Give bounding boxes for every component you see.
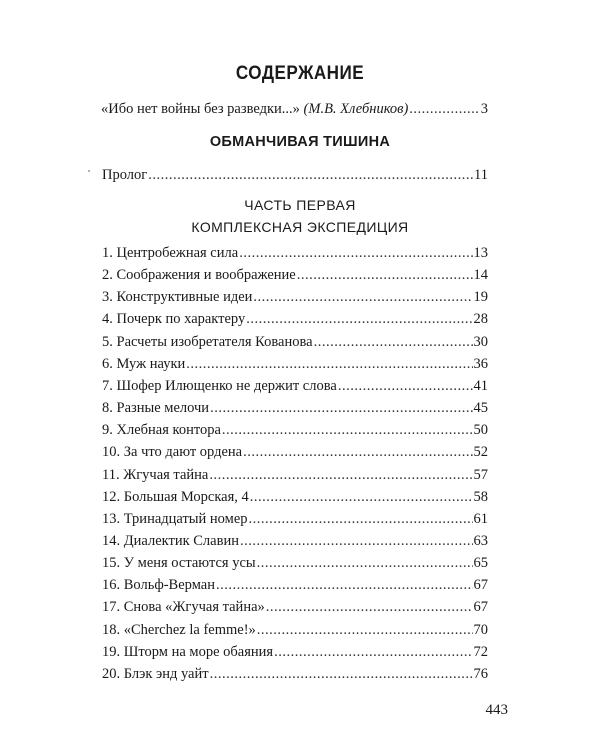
toc-entry[interactable] bbox=[102, 488, 488, 506]
toc-entry-page: 63 bbox=[473, 533, 488, 549]
toc-entry-page: 76 bbox=[473, 665, 488, 682]
page-number: 443 bbox=[485, 702, 508, 718]
toc-entry[interactable] bbox=[102, 421, 488, 439]
toc-entry-page: 57 bbox=[473, 466, 488, 483]
toc-entry-page: 14 bbox=[473, 267, 488, 284]
dot-leader bbox=[274, 643, 472, 661]
toc-entry[interactable] bbox=[102, 554, 488, 572]
dot-leader bbox=[186, 355, 472, 373]
dot-leader bbox=[257, 621, 473, 639]
toc-entry-prologue[interactable] bbox=[102, 166, 488, 184]
toc-entry[interactable] bbox=[102, 532, 488, 550]
toc-entry[interactable] bbox=[102, 443, 488, 461]
toc-entry[interactable] bbox=[102, 598, 488, 616]
toc-entry-page: 67 bbox=[473, 599, 488, 616]
toc-entry-page: 65 bbox=[473, 555, 488, 572]
dot-leader bbox=[314, 333, 473, 351]
page-title: СОДЕРЖАНИЕ bbox=[235, 63, 365, 84]
section-title: ОБМАНЧИВАЯ ТИШИНА bbox=[209, 134, 391, 150]
dot-leader bbox=[222, 421, 473, 439]
dot-leader bbox=[148, 166, 473, 184]
toc-entry-label: 11. Жгучая тайна bbox=[102, 466, 209, 483]
toc-entry-label: 18. «Cherchez la femme!» bbox=[102, 621, 256, 638]
toc-entry-page: 41 bbox=[473, 377, 488, 394]
dot-leader bbox=[257, 554, 473, 572]
toc-entry[interactable] bbox=[102, 244, 488, 262]
toc-entry[interactable] bbox=[102, 377, 488, 395]
toc-entry-page: 30 bbox=[473, 333, 488, 350]
toc-entry-page: 45 bbox=[473, 400, 488, 416]
toc-entry-label: 16. Вольф-Верман bbox=[102, 577, 215, 594]
toc-entry-label: 12. Большая Морская, 4 bbox=[102, 488, 249, 505]
toc-entry-page: 19 bbox=[473, 289, 488, 306]
toc-entry[interactable] bbox=[102, 643, 488, 661]
toc-entry[interactable] bbox=[102, 510, 488, 528]
toc-entry[interactable] bbox=[102, 333, 488, 351]
toc-entry-page: 28 bbox=[473, 311, 488, 328]
toc-entry-label: 2. Соображения и воображение bbox=[102, 267, 296, 284]
toc-entry-page: 70 bbox=[473, 621, 488, 638]
dot-leader bbox=[210, 399, 472, 417]
dot-leader bbox=[266, 598, 473, 616]
dot-leader bbox=[246, 310, 472, 328]
dot-leader bbox=[216, 576, 473, 594]
dot-leader bbox=[239, 244, 472, 262]
dot-leader bbox=[297, 266, 473, 284]
dot-leader bbox=[250, 488, 473, 506]
part-subtitle: КОМПЛЕКСНАЯ ЭКСПЕДИЦИЯ bbox=[191, 219, 409, 235]
toc-entry-label: 15. У меня остаются усы bbox=[102, 555, 256, 572]
scan-speck bbox=[88, 170, 90, 172]
toc-entry-label: 19. Шторм на море обаяния bbox=[102, 643, 274, 660]
toc-entry[interactable] bbox=[102, 576, 488, 594]
dot-leader bbox=[409, 100, 479, 118]
toc-entry-label: 7. Шофер Илющенко не держит слова bbox=[102, 377, 337, 394]
toc-entry-page: 36 bbox=[473, 355, 488, 372]
toc-entry[interactable] bbox=[102, 355, 488, 373]
toc-entry-page: 13 bbox=[473, 245, 488, 261]
dot-leader bbox=[209, 466, 472, 484]
toc-entry-intro[interactable] bbox=[101, 100, 488, 118]
toc-entry-label: 1. Центробежная сила bbox=[102, 245, 239, 261]
toc-entry-page: 72 bbox=[473, 643, 488, 660]
dot-leader bbox=[249, 510, 473, 528]
dot-leader bbox=[210, 665, 473, 683]
dot-leader bbox=[338, 377, 473, 395]
dot-leader bbox=[253, 288, 472, 306]
toc-entry-label: 8. Разные мелочи bbox=[102, 400, 210, 416]
toc-entry-label: 4. Почерк по характеру bbox=[102, 311, 246, 328]
toc-entry-label: 20. Блэк энд уайт bbox=[102, 665, 209, 682]
toc-entry-page: 3 bbox=[480, 101, 488, 117]
toc-entry-label: 10. За что дают ордена bbox=[102, 444, 243, 461]
toc-entry-page: 50 bbox=[473, 422, 488, 439]
toc-entry-page: 58 bbox=[473, 488, 488, 505]
toc-entry-label: 3. Конструктивные идеи bbox=[102, 289, 253, 306]
toc-entry-page: 61 bbox=[473, 510, 488, 527]
toc-entry-author: (М.В. Хлебников) bbox=[303, 101, 409, 117]
toc-entry-label: «Ибо нет войны без разведки...» (М.В. Хлебников) bbox=[101, 101, 409, 117]
toc-entry[interactable] bbox=[102, 288, 488, 306]
toc-entry[interactable] bbox=[102, 399, 488, 417]
dot-leader bbox=[240, 532, 473, 550]
toc-entry-label: 9. Хлебная контора bbox=[102, 422, 221, 439]
toc-entry-label: 13. Тринадцатый номер bbox=[102, 510, 248, 527]
toc-entry[interactable] bbox=[102, 466, 488, 484]
toc-entry[interactable] bbox=[102, 665, 488, 683]
part-heading: ЧАСТЬ ПЕРВАЯ bbox=[244, 197, 356, 213]
toc-entry[interactable] bbox=[102, 266, 488, 284]
toc-entry-label: 5. Расчеты изобретателя Кованова bbox=[102, 333, 313, 350]
dot-leader bbox=[243, 443, 472, 461]
toc-entry-page: 67 bbox=[473, 577, 488, 594]
toc-entry-page: 52 bbox=[473, 444, 488, 461]
toc-entry[interactable] bbox=[102, 310, 488, 328]
toc-entry-label: 6. Муж науки bbox=[102, 355, 186, 372]
toc-entry-label: 17. Снова «Жгучая тайна» bbox=[102, 599, 265, 616]
toc-entry-label: 14. Диалектик Славин bbox=[102, 533, 239, 549]
toc-entry[interactable] bbox=[102, 621, 488, 639]
toc-entry-page: 11 bbox=[474, 167, 488, 183]
toc-entry-label: Пролог bbox=[102, 167, 148, 183]
